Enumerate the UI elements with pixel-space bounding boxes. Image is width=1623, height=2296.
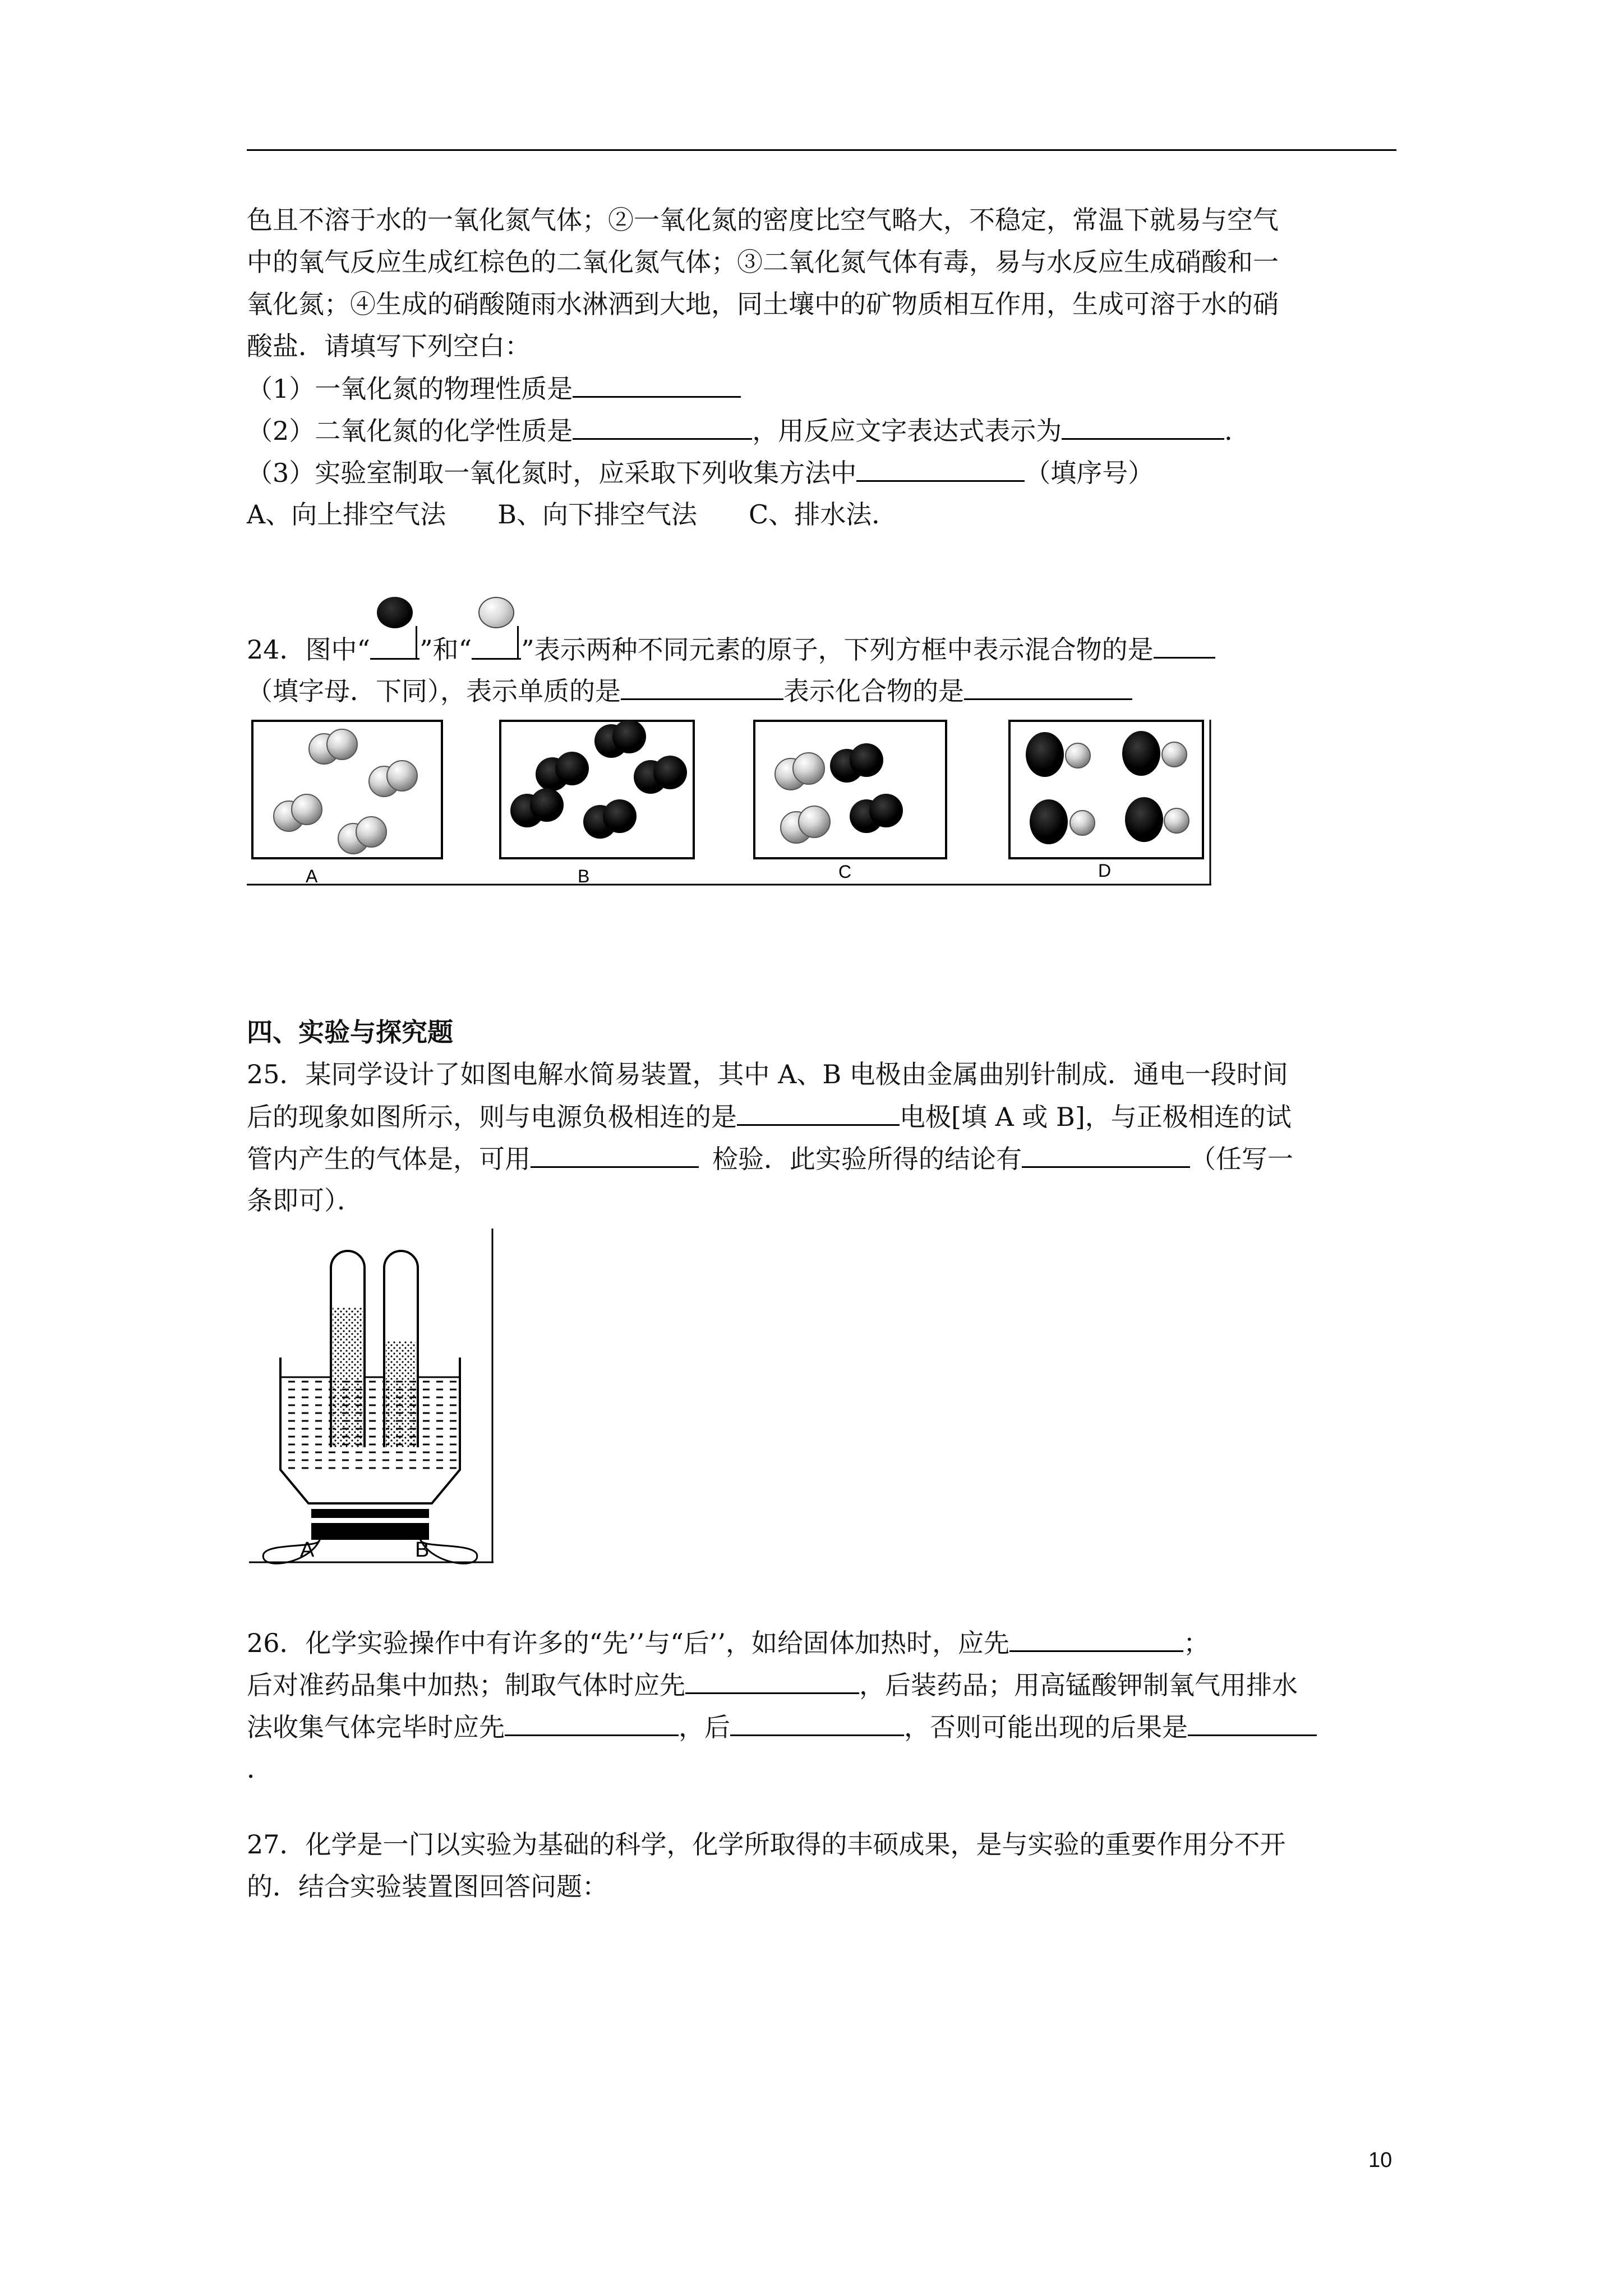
electrode-label: B — [415, 1538, 430, 1562]
question-24: 24．图中“ ”和“ ”表示两种不同元素的原子，下列方框中表示混合物的是 — [247, 623, 1215, 665]
answer-blank[interactable] — [505, 1711, 679, 1736]
question-25: 25．某同学设计了如图电解水简易装置，其中 A、B 电极由金属曲别针制成．通电一段时间 — [247, 1059, 1288, 1089]
answer-blank[interactable] — [1188, 1711, 1317, 1736]
electrolysis-apparatus-figure — [247, 1228, 505, 1565]
text-line: 酸盐．请填写下列空白： — [247, 331, 531, 361]
electrode-label: A — [300, 1538, 315, 1562]
question-26: 26．化学实验操作中有许多的“先’’与“后’’，如给固体加热时，应先 ； — [247, 1628, 1210, 1658]
answer-blank[interactable] — [573, 415, 752, 440]
answer-blank[interactable] — [1062, 415, 1224, 440]
text-line: 氧化氮；④生成的硝酸随雨水淋洒到大地，同土壤中的矿物质相互作用，生成可溶于水的硝 — [247, 289, 1279, 319]
box-label: B — [578, 866, 590, 886]
question-25-cont: 后的现象如图所示，则与电源负极相连的是 电极[填 A 或 B]，与正极相连的试 — [247, 1102, 1292, 1132]
answer-blank[interactable] — [685, 1669, 859, 1694]
question-25-cont: 条即可）． — [247, 1185, 363, 1216]
answer-blank[interactable] — [737, 1101, 900, 1126]
box-a — [252, 721, 442, 858]
section-heading: 四、实验与探究题 — [247, 1017, 453, 1047]
question-23-options: A、向上排空气法 B、向下排空气法 C、排水法． — [247, 499, 898, 530]
answer-blank[interactable] — [621, 675, 783, 700]
question-26-end: ． — [247, 1754, 273, 1784]
box-label: D — [1098, 861, 1112, 881]
text-line: 中的氧气反应生成红棕色的二氧化氮气体；③二氧化氮气体有毒，易与水反应生成硝酸和一 — [247, 247, 1279, 277]
page-number: 10 — [1368, 2148, 1393, 2172]
text-line: 色且不溶于水的一氧化氮气体；②一氧化氮的密度比空气略大，不稳定，常温下就易与空气 — [247, 205, 1279, 235]
answer-blank[interactable] — [1022, 1143, 1190, 1168]
question-27: 27．化学是一门以实验为基础的科学，化学所取得的丰硕成果，是与实验的重要作用分不开 — [247, 1829, 1286, 1860]
box-c — [754, 721, 946, 858]
question-27-cont: 的．结合实验装置图回答问题： — [247, 1871, 608, 1902]
answer-blank[interactable] — [1154, 633, 1215, 659]
answer-blank[interactable] — [531, 1143, 699, 1168]
box-b — [500, 720, 694, 858]
black-atom-icon — [370, 623, 419, 662]
question-25-cont: 管内产生的气体是，可用 检验．此实验所得的结论有 （任写一 — [247, 1144, 1293, 1174]
answer-blank[interactable] — [573, 372, 741, 398]
box-label: A — [306, 866, 318, 886]
box-d — [1009, 721, 1203, 858]
answer-blank[interactable] — [856, 457, 1025, 482]
grey-atom-icon — [472, 623, 521, 662]
header-rule — [247, 149, 1396, 151]
question-23-1: （1）一氧化氮的物理性质是 — [247, 372, 741, 404]
molecule-figure — [241, 704, 1239, 895]
answer-blank[interactable] — [730, 1711, 904, 1736]
question-26-cont: 后对准药品集中加热；制取气体时应先 ，后装药品；用高锰酸钾制氧气用排水 — [247, 1670, 1298, 1700]
answer-blank[interactable] — [964, 675, 1132, 700]
box-label: C — [838, 862, 852, 882]
question-23-2: （2）二氧化氮的化学性质是 ，用反应文字表达式表示为 ． — [247, 416, 1251, 446]
question-24-cont: （填字母．下同），表示单质的是 表示化合物的是 — [247, 675, 1132, 707]
question-26-cont: 法收集气体完毕时应先 ，后 ，否则可能出现的后果是 — [247, 1711, 1317, 1743]
question-23-3: （3）实验室制取一氧化氮时，应采取下列收集方法中 （填序号） — [247, 458, 1154, 488]
answer-blank[interactable] — [1009, 1627, 1183, 1652]
